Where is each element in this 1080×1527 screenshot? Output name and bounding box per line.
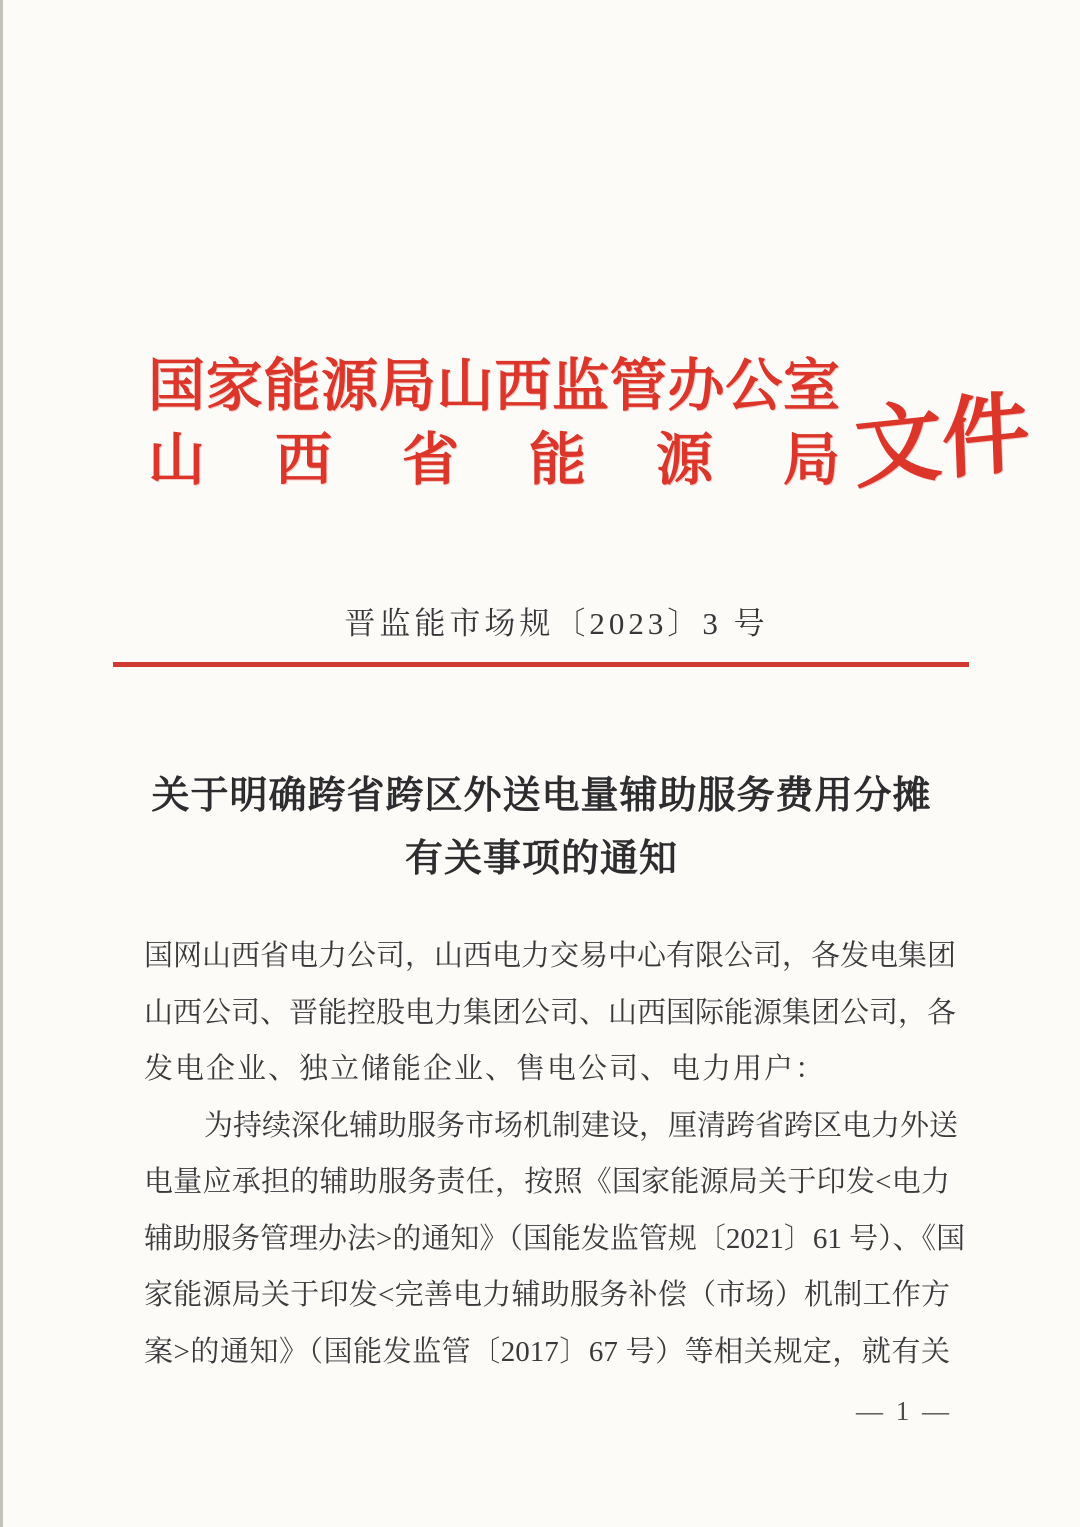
- letterhead: [148, 350, 1032, 501]
- doc-title-line1: 关于明确跨省跨区外送电量辅助服务费用分摊: [151, 775, 932, 817]
- doc-title: [3, 765, 1080, 891]
- body-line: 案>的通知》（国能发监管〔2017〕67 号）等相关规定，就有关: [144, 1335, 950, 1368]
- body-line: 山西公司、晋能控股电力集团公司、山西国际能源集团公司，各: [144, 996, 957, 1029]
- red-divider-line: [113, 662, 969, 667]
- doc-type-label: 文件: [852, 384, 1032, 501]
- body-text: [144, 928, 966, 1380]
- body-line: 国网山西省电力公司，山西电力交易中心有限公司，各发电集团: [144, 940, 957, 972]
- agency-names: [148, 350, 840, 498]
- body-line: 为持续深化辅助服务市场机制建设，厘清跨省跨区电力外送: [204, 1109, 959, 1142]
- doc-title-line2: 有关事项的通知: [404, 838, 678, 880]
- body-line: 电量应承担的辅助服务责任，按照《国家能源局关于印发<电力: [144, 1166, 950, 1198]
- body-line: 家能源局关于印发<完善电力辅助服务补偿（市场）机制工作方: [144, 1279, 950, 1311]
- body-line: 发电企业、独立储能企业、售电公司、电力用户：: [144, 1053, 827, 1085]
- body-line: 辅助服务管理办法>的通知》（国能发监管规〔2021〕61 号）、《国: [144, 1222, 966, 1255]
- page-number: — 1 —: [856, 1396, 952, 1426]
- agency-name-line2: 山西省能源局: [148, 429, 840, 492]
- doc-number: 晋监能市场规〔2023〕3 号: [344, 606, 769, 641]
- agency-name-line1: 国家能源局山西监管办公室: [148, 355, 840, 418]
